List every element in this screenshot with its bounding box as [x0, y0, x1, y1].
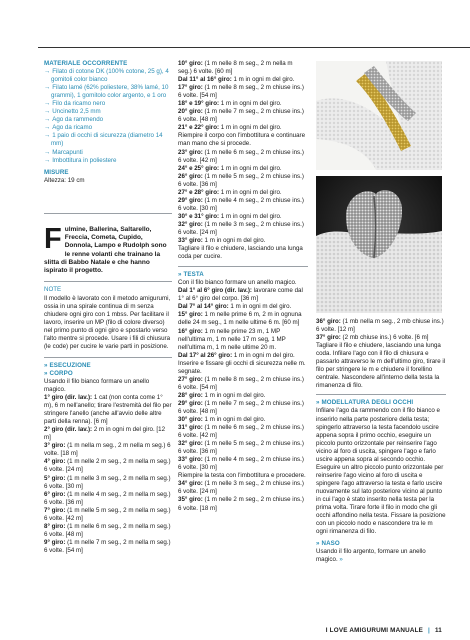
instruction-row [178, 189, 308, 197]
row-text: 1 m in ogni m del giro. [228, 303, 292, 311]
body-intro: Usando il filo bianco formare un anello magico. [44, 377, 150, 393]
row-text: 1 m in ogni m del giro. [219, 100, 282, 108]
instruction-row [178, 149, 308, 165]
row-label: Dal 17° al 26° giro: [178, 351, 233, 359]
row-text: 1 m in ogni m del giro. [202, 237, 266, 245]
row-text: (1 m nelle 3 m seg., 2 m chiuse ins.) 6 volte. [24 m] [178, 220, 304, 236]
instruction-row [178, 165, 308, 173]
row-label: 15° giro: [178, 311, 203, 319]
row-label: 29° giro: [178, 399, 203, 407]
instruction-row [178, 84, 308, 100]
row-text: Riempire la testa con l'imbottitura e procedere. [178, 472, 306, 480]
row-label: 27° e 28° giro: [178, 188, 220, 196]
arrow-icon: → [44, 156, 51, 164]
instruction-row [44, 475, 172, 491]
arrow-icon: → [44, 116, 51, 124]
instruction-row [316, 318, 446, 334]
row-label: 10° giro: [178, 60, 203, 67]
instruction-row [178, 352, 308, 376]
materials-heading: MATERIALE OCCORRENTE [44, 60, 128, 67]
row-label: 5° giro: [44, 474, 66, 482]
head-intro: Con il filo bianco formare un anello magico. [178, 279, 297, 287]
material-text: Uncinetto 2,5 mm [52, 108, 101, 116]
row-label: 6° giro: [44, 490, 66, 498]
row-text: 1 m in ogni m del giro. [202, 416, 266, 424]
row-text: 1 m in ogni m del giro. [219, 164, 282, 172]
page-number: 11 [434, 627, 442, 634]
material-item [44, 108, 172, 116]
row-text: (1 m nelle 3 m seg., 2 m nella m seg.) 6 volte. [30 m] [44, 474, 171, 490]
row-label: 7° giro: [44, 506, 66, 514]
column-right [316, 318, 446, 564]
intro-text: ulmine, Ballerina, Saltarello, Freccia, Cometa, Cupido, Donnola, Lampo e Rudolph sono le renne volanti che trainano la slitta di Babbo Natale e che hanno ispirato il progetto. [44, 225, 167, 275]
instruction-row [178, 287, 308, 303]
instruction-row [178, 392, 308, 400]
row-text: 1 cat (non conta come 1° m), 6 m nell'anello; tirare l'estremità del filo per stringere l'anello (anche all'avvio delle altre parti della renna). [6 m] [44, 394, 172, 426]
instruction-row [178, 124, 308, 132]
arrow-icon: → [44, 68, 51, 76]
row-label: 3° giro: [44, 442, 66, 450]
row-text: (1 m nelle 5 m seg., 2 m chiuse ins.) 6 volte. [36 m] [178, 440, 304, 456]
material-item [44, 84, 172, 100]
divider [44, 213, 172, 214]
row-label: 29° giro: [178, 196, 203, 204]
row-text: (1 m nelle 4 m seg., 2 m nella m seg.) 6 volte. [36 m] [44, 490, 171, 506]
head-cont-rows [316, 318, 446, 390]
row-text: (2 mb chiuse ins.) 6 volte. [6 m] [340, 334, 429, 342]
instruction-row [44, 442, 172, 458]
row-label: 18° e 19° giro: [178, 100, 220, 108]
body-rows [44, 394, 172, 555]
row-text: (1 m nelle 5 m seg., 2 m chiuse ins.) 6 volte. [36 m] [178, 172, 304, 188]
eyes-text: Infilare l'ago da rammendo con il filo bianco e inserirlo nella parte posteriore della testa; spingerlo attraverso la testa facendolo uscire appena sopra il primo occhio, eseguire un piccolo punto orizzontale per reinserire l'ago vicino al foro di uscita, spingere l'ago e farlo uscire appena sopra al secondo occhio. Eseguire un altro piccolo punto orizzontale per reinserire l'ago vicino al foro di uscita e spingere l'ago attraverso la testa e farlo uscire nuovamente sul lato posteriore vicino al punto in cui l'ago è stato inserito nella testa per la prima volta. Tirare forte il filo in modo che gli occhi affondino nella testa. Fissare la posizione con un piccolo nodo e nascondere tra le m ogni rimanenza di filo. [316, 407, 446, 536]
dropcap: F [44, 222, 62, 255]
eyes-heading: » MODELLATURA DEGLI OCCHI [316, 399, 414, 407]
instruction-row [178, 400, 308, 416]
footer-title: I LOVE AMIGURUMI MANUALE [325, 627, 424, 634]
row-text: 1 m in ogni m del giro. [231, 76, 295, 84]
row-label: 20° giro: [178, 108, 203, 116]
row-label: 36° giro: [316, 318, 341, 325]
instruction-row [44, 426, 172, 442]
row-text: (1 m nelle 8 m seg., 2 m chiuse ins.) 6 volte. [54 m] [178, 375, 304, 391]
material-text: 1 paio di occhi di sicurezza (diametro 14 mm) [51, 132, 163, 148]
instruction-row [44, 507, 172, 523]
row-text: (1 m nella m seg., 2 m nella m seg.) 6 volte. [18 m] [44, 442, 171, 458]
instruction-row [178, 416, 308, 424]
instruction-row [178, 237, 308, 245]
divider [44, 281, 172, 282]
row-label: 34° giro: [178, 480, 203, 488]
instruction-row [178, 100, 308, 108]
row-text: (1 m nelle 2 m seg., 2 m nella m seg.) 6 volte. [24 m] [44, 458, 171, 474]
row-text: 1 m in ogni m del giro. [219, 212, 282, 220]
row-label: 2° giro (dir. lav.): [44, 426, 93, 434]
row-text: 1 m nelle prime 23 m, 1 MP nell'ultima m, 1 m nelle 17 m seg, 1 MP nell'ultima m, 1 m nelle ultime 20 m. [178, 327, 286, 351]
row-text: (1 mb nella m seg., 2 mb chiuse ins.) 6 volte. [12 m] [316, 318, 444, 334]
arrow-icon: → [44, 100, 51, 108]
row-text: 2 m in ogni m del giro. [12 m] [44, 426, 166, 442]
material-item [44, 132, 172, 148]
instruction-row [178, 245, 308, 261]
body-cont-rows [178, 60, 308, 261]
row-text: (1 m nelle 4 m seg., 2 m chiuse ins.) 6 volte. [30 m] [178, 196, 304, 212]
head-rows [178, 287, 308, 512]
row-label: Dal 11° al 16° giro: [178, 76, 232, 84]
materials-list [44, 68, 172, 165]
instruction-row [44, 523, 172, 539]
note-label: NOTE [44, 286, 62, 294]
instruction-row [44, 539, 172, 555]
row-label: 30° e 31° giro: [178, 212, 220, 220]
instruction-row [178, 221, 308, 237]
row-text: (1 m nelle 7 m seg., 2 m chiuse ins.) 6 volte. [48 m] [178, 108, 304, 124]
material-text: Filato di cotone DK (100% cotone, 25 g), 4 gomitoli color bianco [51, 68, 169, 84]
row-label: 17° giro: [178, 84, 203, 92]
arrow-icon: → [44, 148, 51, 156]
row-text: Tagliare il filo e chiudere, lasciando una lunga coda per cucire. [178, 245, 303, 261]
row-label: 27° giro: [178, 375, 203, 383]
row-text: 1 m nelle prime 6 m, 2 m in ognuna delle 24 m seg., 1 m nelle ultime 6 m. [60 m] [178, 311, 302, 327]
row-text: (1 m nelle 7 m seg., 2 m nella m seg.) 6 volte. [54 m] [44, 538, 171, 554]
size-heading: MISURE [44, 168, 69, 176]
row-label: 30° giro: [178, 416, 203, 424]
arrow-icon: → [44, 132, 51, 140]
row-text: (1 m nelle 6 m seg., 2 m chiuse ins.) 6 volte. [42 m] [178, 424, 304, 440]
material-text: Imbottitura in poliestere [52, 156, 117, 164]
instruction-row [178, 456, 308, 472]
continue-marker: » [339, 556, 343, 564]
instruction-row [178, 60, 308, 76]
instruction-row [44, 394, 172, 426]
nose-heading: » NASO [316, 540, 340, 548]
row-text: (1 m nelle 6 m seg., 2 m chiuse ins.) 6 volte. [42 m] [178, 148, 304, 164]
material-item [44, 100, 172, 108]
instruction-row [178, 480, 308, 496]
row-label: 37° giro: [316, 334, 341, 342]
instruction-row [178, 328, 308, 352]
row-text: (1 m nelle 7 m seg., 2 m chiuse ins.) 6 volte. [48 m] [178, 399, 304, 415]
column-left [44, 60, 172, 555]
row-label: 33° giro: [178, 237, 203, 245]
size-text: Altezza: 19 cm [44, 176, 85, 184]
row-text: 1 m in ogni m del giro. [219, 124, 282, 132]
material-item [44, 157, 172, 165]
material-text: Ago da rammendo [52, 116, 104, 124]
instruction-row [178, 132, 308, 148]
note-text: Il modello è lavorato con il metodo amigurumi, ossia in una spirale continua di m senza chiudere ogni giro con 1 mbss. Per facilitare il lavoro, inserire un MP (filo di colore diverso) nel primo punto di ogni giro e spostarlo verso l'alto mentre si procede. Usare i fili di chiusura (le code) per cucire le varie parti in posizione. [44, 294, 171, 350]
row-text: (1 m nelle 3 m seg., 2 m chiuse ins.) 6 volte. [24 m] [178, 480, 304, 496]
instruction-row [316, 342, 446, 390]
column-middle [178, 60, 308, 513]
arrow-icon: → [44, 124, 51, 132]
row-label: 26° giro: [178, 172, 203, 180]
row-text: Riempire il corpo con l'imbottitura e continuare man mano che si procede. [178, 132, 306, 148]
row-label: 16° giro: [178, 327, 203, 335]
top-rule [38, 47, 470, 48]
execution-heading: » ESECUZIONE [44, 361, 91, 369]
row-text: (1 m nelle 8 m seg., 2 m chiuse ins.) 6 volte. [54 m] [178, 84, 304, 100]
row-text: (1 m nelle 4 m seg., 2 m chiuse ins.) 6 volte. [30 m] [178, 456, 304, 472]
row-text: (1 m nelle 2 m seg., 2 m chiuse ins.) 6 volte. [18 m] [178, 496, 304, 512]
page-footer: I LOVE AMIGURUMI MANUALE | 11 [325, 627, 442, 634]
row-label: 32° giro: [178, 220, 203, 228]
photo-reindeer-hoof [316, 176, 442, 313]
row-text: 1 m in ogni m del giro. Inserire e fissare gli occhi di sicurezza nelle m. segnate. [178, 351, 306, 375]
row-label: 8° giro: [44, 522, 66, 530]
row-text: Tagliare il filo e chiudere, lasciando una lunga coda. Infilare l'ago con il filo di chiusura e passarlo attraverso le m dell'ultimo giro, tirare il filo per stringere le m e chiudere il forellino centrale. Nascondere all'interno della testa la rimanenza di filo. [316, 342, 446, 390]
material-text: Filato lamé (62% poliestere, 38% lamé, 10 grammi), 1 gomitolo color argento, e 1 oro [51, 84, 169, 100]
instruction-row [178, 108, 308, 124]
material-item [44, 149, 172, 157]
row-label: 31° giro: [178, 424, 203, 432]
row-label: 1° giro (dir. lav.): [44, 394, 93, 402]
instruction-row [178, 440, 308, 456]
photo-reindeer-antler [316, 61, 442, 170]
divider [44, 357, 172, 358]
row-text: (1 m nelle 8 m seg., 2 m nella m seg.) 6 volte. [60 m] [178, 60, 293, 76]
nose-text: Usando il filo argento, formare un anello magico. » [316, 548, 426, 564]
row-label: 21° e 22° giro: [178, 124, 220, 132]
instruction-row [178, 311, 308, 327]
row-label: Dal 7° al 14° giro: [178, 303, 229, 311]
material-text: Marcapunti [52, 148, 83, 156]
instruction-row [44, 458, 172, 474]
head-heading: » TESTA [178, 271, 204, 279]
divider [316, 394, 446, 395]
material-text: Ago da ricamo [52, 124, 93, 132]
instruction-row [178, 173, 308, 189]
instruction-row [178, 213, 308, 221]
arrow-icon: → [44, 108, 51, 116]
row-label: 23° giro: [178, 148, 203, 156]
row-label: 33° giro: [178, 456, 203, 464]
body-heading: » CORPO [44, 369, 73, 377]
arrow-icon: → [44, 84, 51, 92]
divider [178, 266, 308, 267]
instruction-row [316, 334, 446, 342]
instruction-row [178, 76, 308, 84]
row-label: 9° giro: [44, 538, 66, 546]
row-text: (1 m nelle 6 m seg., 2 m nella m seg.) 6 volte. [48 m] [44, 522, 171, 538]
row-text: lavorare come dal 1° al 6° giro del corpo. [36 m] [178, 287, 303, 303]
instruction-row [178, 197, 308, 213]
instruction-row [44, 491, 172, 507]
material-item [44, 116, 172, 124]
material-item [44, 68, 172, 84]
instruction-row [178, 472, 308, 480]
instruction-row [178, 303, 308, 311]
row-label: 24° e 25° giro: [178, 164, 220, 172]
row-label: 32° giro: [178, 440, 203, 448]
row-text: (1 m nelle 5 m seg., 2 m nella m seg.) 6 volte. [42 m] [44, 506, 171, 522]
instruction-row [178, 424, 308, 440]
instruction-row [178, 376, 308, 392]
row-label: Dal 1° al 6° giro (dir. lav.): [178, 287, 252, 295]
row-label: 35° giro: [178, 496, 203, 504]
row-text: 1 m in ogni m del giro. [202, 391, 266, 399]
material-text: Filo da ricamo nero [52, 100, 106, 108]
instruction-row [178, 496, 308, 512]
intro-paragraph [44, 218, 172, 276]
row-label: 28° giro: [178, 391, 203, 399]
material-item [44, 124, 172, 132]
row-text: 1 m in ogni m del giro. [219, 188, 282, 196]
row-label: 4° giro: [44, 458, 66, 466]
